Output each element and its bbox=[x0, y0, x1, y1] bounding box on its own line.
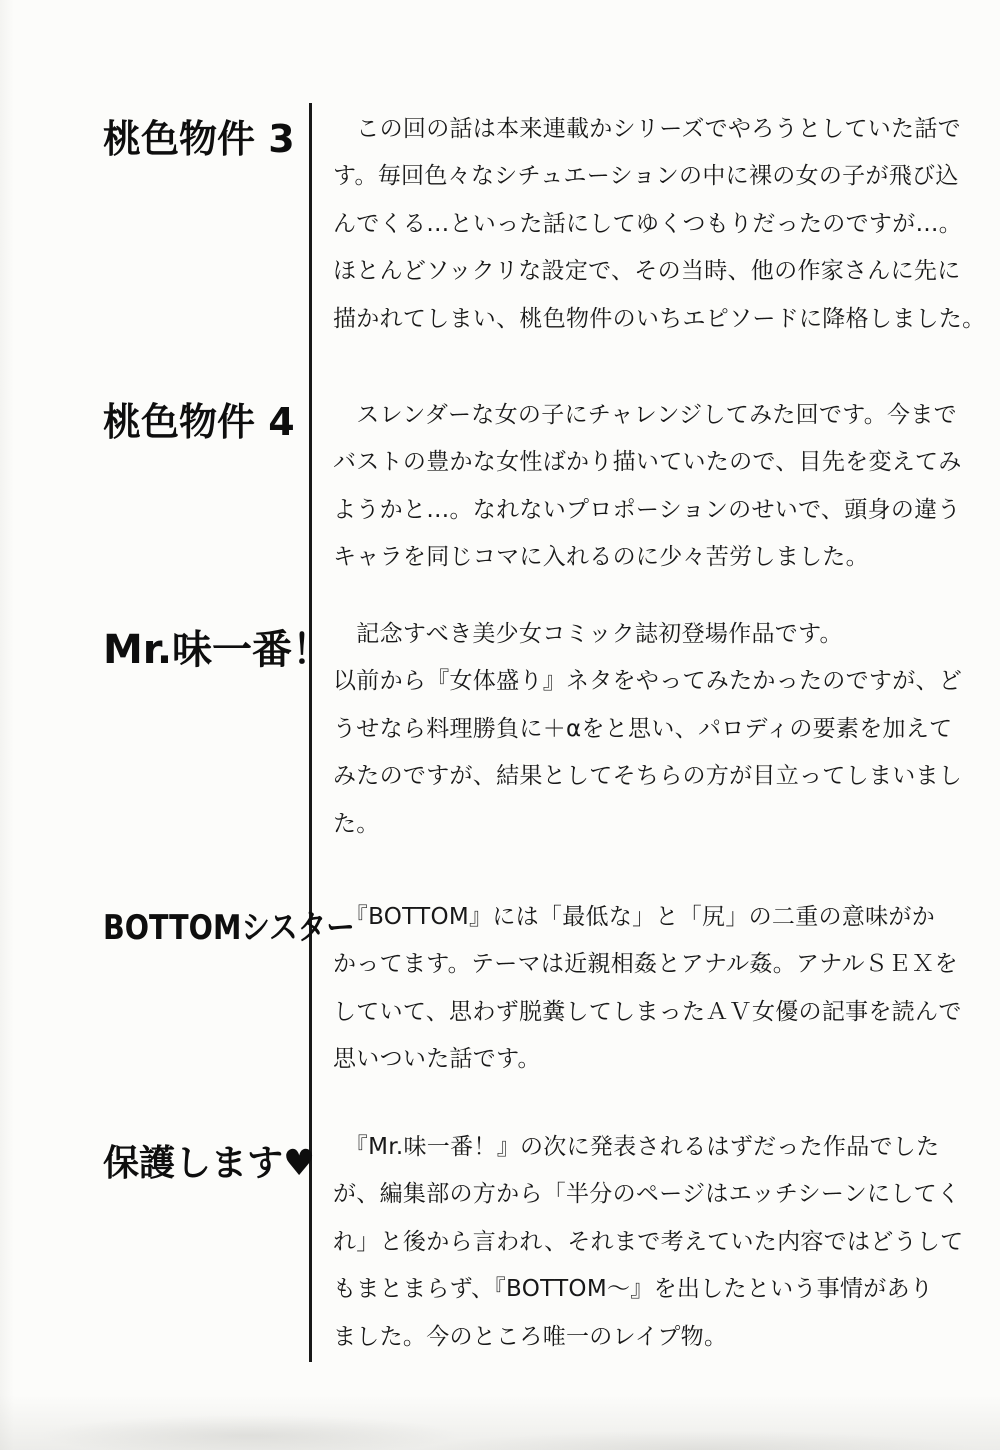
text-line: 『Mr.味一番！』の次に発表されるはずだった作品でした bbox=[333, 1134, 940, 1160]
text-line: す。毎回色々なシチュエーションの中に裸の女の子が飛び込 bbox=[333, 163, 959, 190]
paragraph-momoiro-bukken-4 bbox=[333, 392, 962, 582]
text-line: ようかと…。なれないプロポーションのせいで、頭身の違う bbox=[333, 496, 961, 523]
section-title-momoiro-bukken-4: 桃色物件 4 bbox=[103, 400, 295, 444]
paragraph-hogo-shimasu bbox=[333, 1124, 964, 1361]
text-line: かってます。テーマは近親相姦とアナル姦。アナルＳＥＸを bbox=[333, 951, 958, 978]
text-line: が、編集部の方から「半分のページはエッチシーンにしてく bbox=[333, 1181, 961, 1208]
text-line: この回の話は本来連載かシリーズでやろうとしていた話で bbox=[333, 116, 961, 142]
section-title-momoiro-bukken-3: 桃色物件 3 bbox=[103, 117, 295, 161]
paragraph-bottom-sister bbox=[333, 894, 962, 1084]
paragraph-momoiro-bukken-3 bbox=[333, 106, 986, 343]
section-title-bottom-sister: BOTTOMシスター bbox=[103, 908, 355, 948]
text-line: 描かれてしまい、桃色物件のいちエピソードに降格しました。 bbox=[333, 305, 986, 332]
text-line: もまとまらず、『BOTTOM〜』を出したという事情があり bbox=[333, 1276, 934, 1303]
text-line: 記念すべき美少女コミック誌初登場作品です。 bbox=[333, 621, 843, 647]
text-line: 『BOTTOM』には「最低な」と「尻」の二重の意味がか bbox=[333, 904, 936, 930]
text-line: た。 bbox=[333, 810, 380, 837]
section-title-hogo-shimasu: 保護します♥ bbox=[103, 1143, 316, 1184]
section-title-mr-aji-ichiban: Mr.味一番！ bbox=[103, 627, 333, 673]
text-line: んでくる…といった話にしてゆくつもりだったのですが…。 bbox=[333, 210, 963, 237]
text-line: 以前から『女体盛り』ネタをやってみたかったのですが、ど bbox=[333, 668, 963, 695]
paragraph-mr-aji-ichiban bbox=[333, 611, 963, 848]
text-line: していて、思わず脱糞してしまったＡＶ女優の記事を読んで bbox=[333, 998, 962, 1025]
text-line: みたのですが、結果としてそちらの方が目立ってしまいまし bbox=[333, 763, 963, 790]
text-line: キャラを同じコマに入れるのに少々苦労しました。 bbox=[333, 544, 869, 571]
text-line: ほとんどソックリな設定で、その当時、他の作家さんに先に bbox=[333, 258, 961, 285]
text-line: ました。今のところ唯一のレイプ物。 bbox=[333, 1323, 728, 1350]
text-line: バストの豊かな女性ばかり描いていたので、目先を変えてみ bbox=[333, 449, 962, 476]
text-line: うせなら料理勝負に＋αをと思い、パロディの要素を加えて bbox=[333, 715, 953, 742]
text-line: れ」と後から言われ、それまで考えていた内容ではどうして bbox=[333, 1228, 964, 1255]
text-line: スレンダーな女の子にチャレンジしてみた回です。今まで bbox=[333, 402, 957, 428]
text-line: 思いついた話です。 bbox=[333, 1046, 541, 1073]
